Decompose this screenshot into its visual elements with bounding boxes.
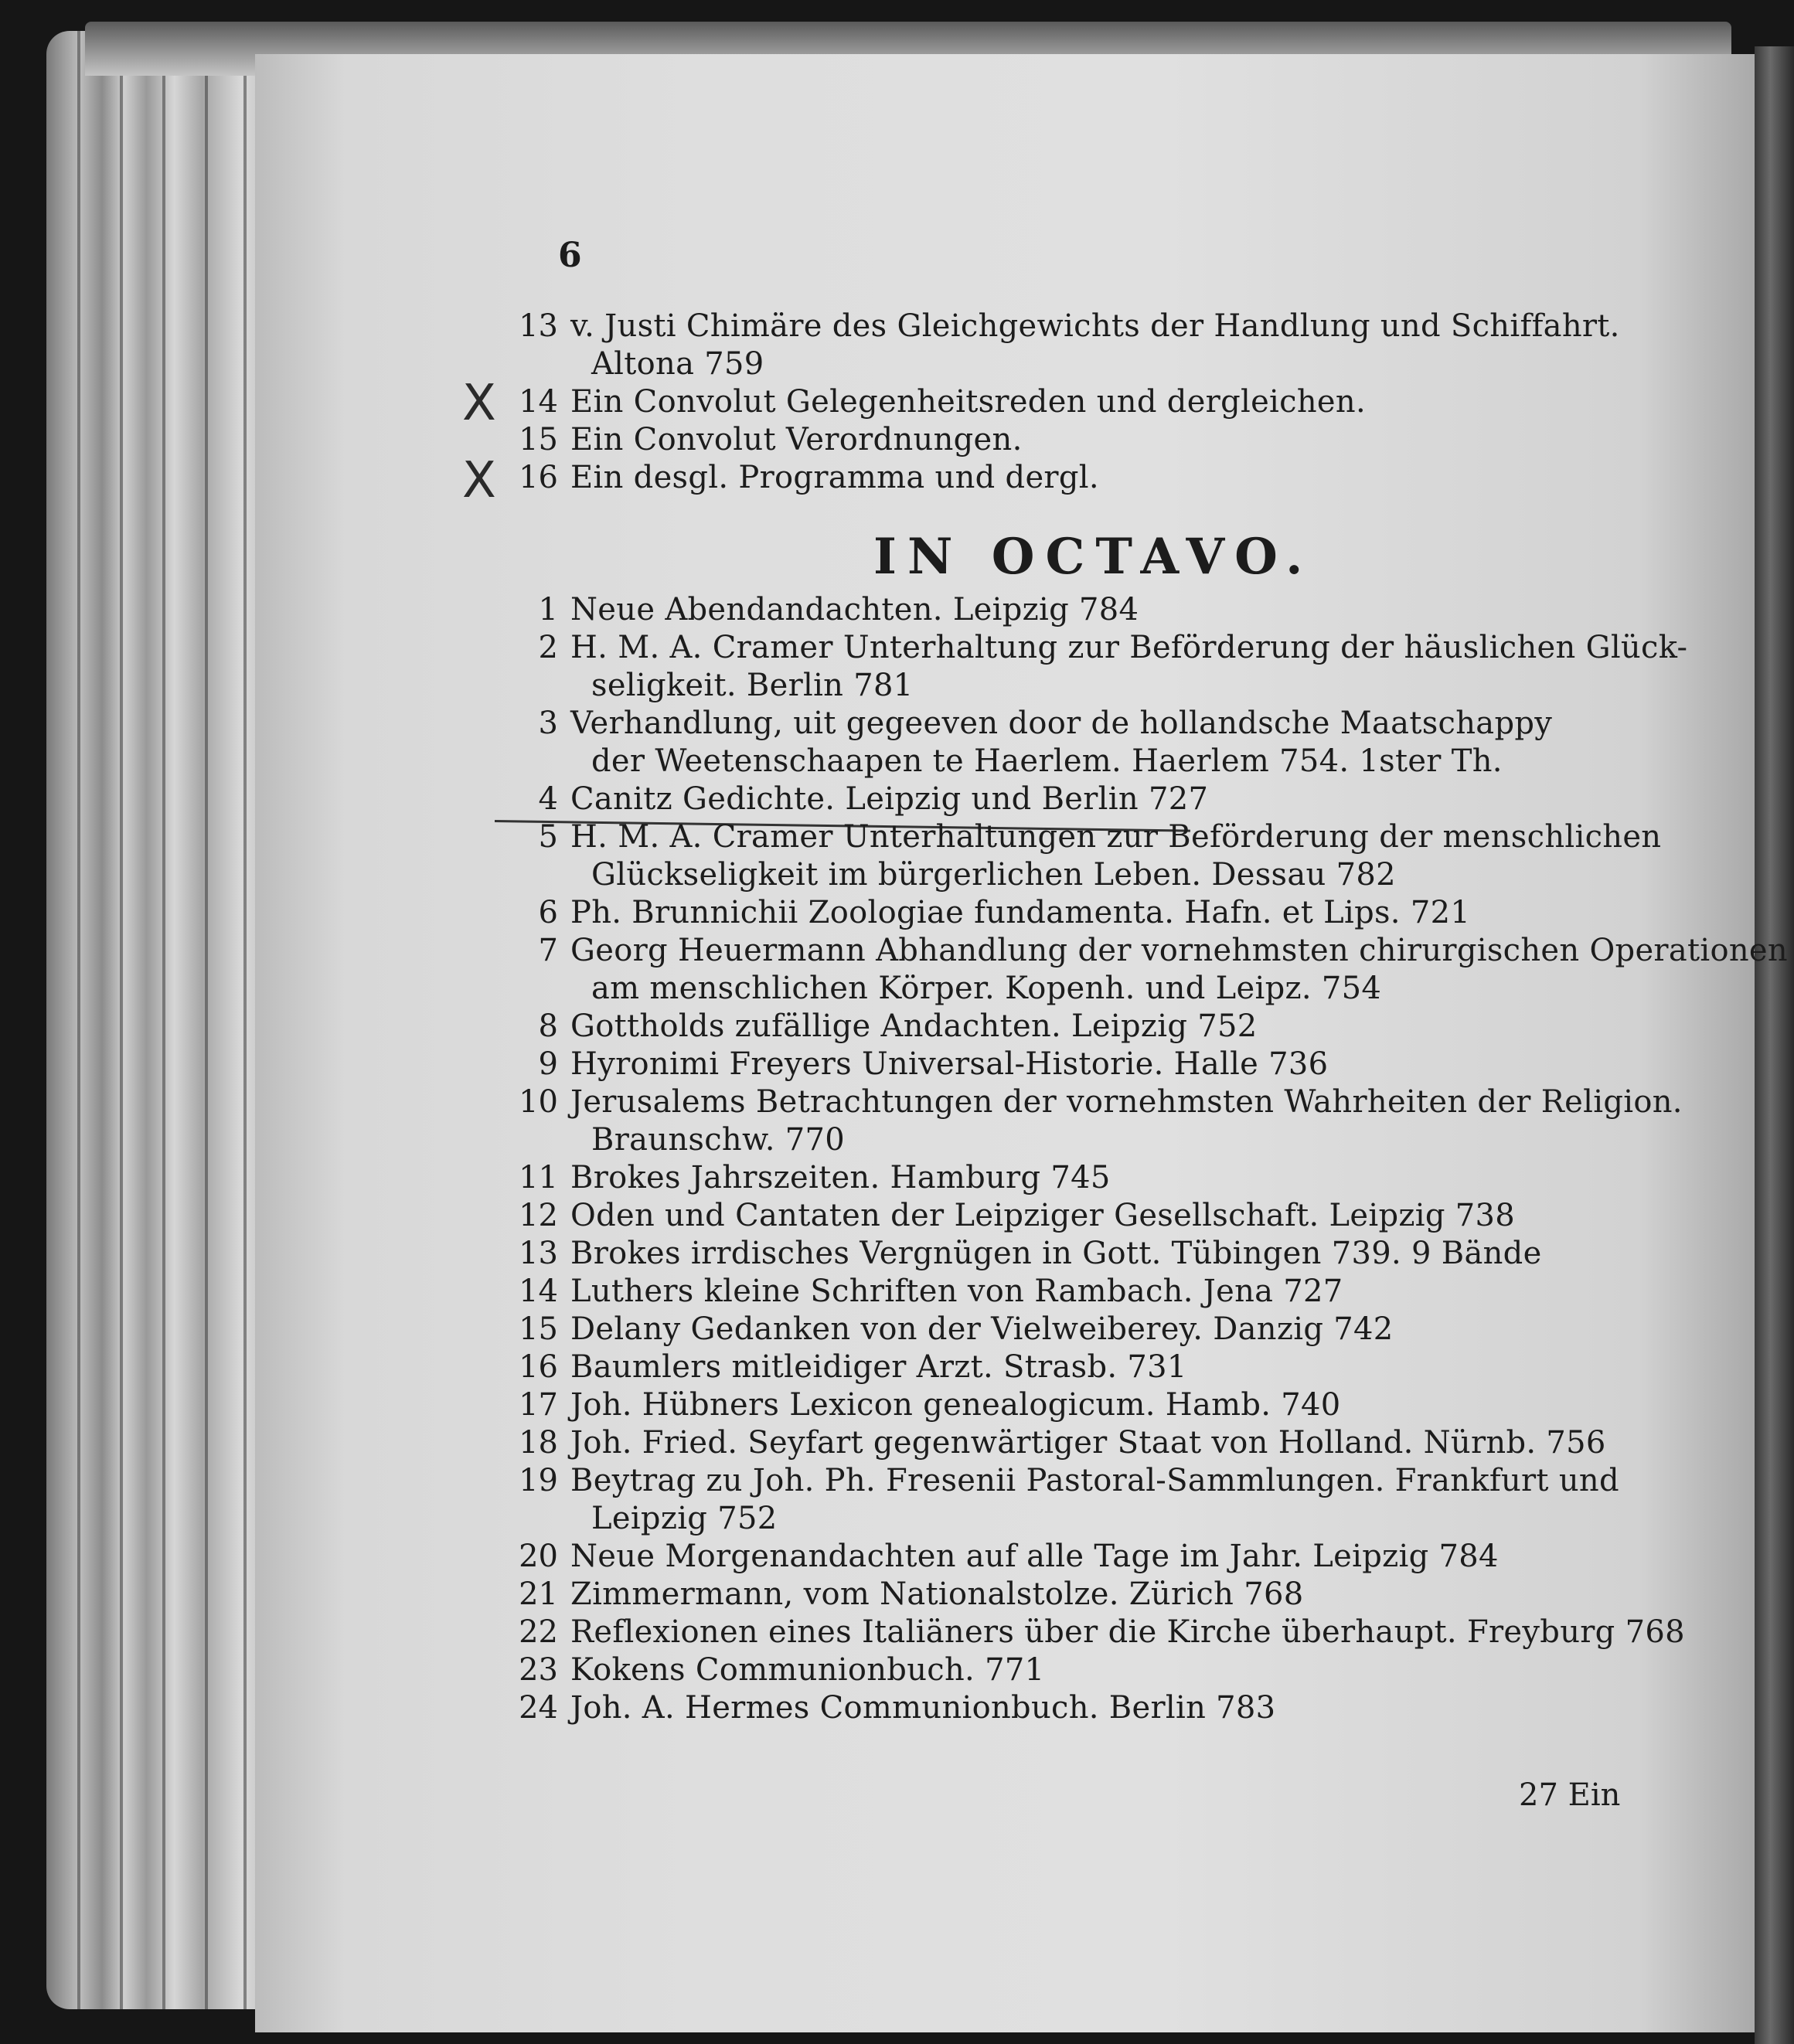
entry-number: 8: [538, 1008, 558, 1044]
entry-number: 2: [538, 630, 558, 665]
entry-number: 10: [519, 1084, 558, 1120]
catchword: 27 Ein: [1519, 1777, 1621, 1813]
entry-text: Delany Gedanken von der Vielweiberey. Danzig 742: [570, 1311, 1394, 1347]
entry-text: Ph. Brunnichii Zoologiae fundamenta. Hafn. et Lips. 721: [570, 895, 1471, 930]
entry-text: Gottholds zufällige Andachten. Leipzig 752: [570, 1008, 1258, 1044]
page-number: 6: [558, 236, 582, 275]
entry-number: 24: [519, 1690, 558, 1726]
entry-text: Joh. Hübners Lexicon genealogicum. Hamb. 740: [570, 1387, 1341, 1423]
entry-continuation: Braunschw. 770: [591, 1122, 846, 1158]
entry-number: 22: [519, 1614, 558, 1650]
entry-text: Neue Morgenandachten auf alle Tage im Jahr. Leipzig 784: [570, 1539, 1499, 1574]
entry-continuation: seligkeit. Berlin 781: [591, 668, 914, 703]
entry-text: Ein desgl. Programma und dergl.: [570, 460, 1099, 495]
entry-text: H. M. A. Cramer Unterhaltungen zur Beförderung der menschlichen: [570, 819, 1662, 855]
entry-number: 4: [538, 781, 558, 817]
entry-continuation: Altona 759: [591, 346, 764, 382]
entry-continuation: Leipzig 752: [591, 1501, 778, 1536]
entry-number: 20: [519, 1539, 558, 1574]
entry-text: Ein Convolut Gelegenheitsreden und dergleichen.: [570, 384, 1366, 420]
entry-text: Baumlers mitleidiger Arzt. Strasb. 731: [570, 1349, 1187, 1385]
entry-number: 13: [519, 1236, 558, 1271]
entry-number: 13: [519, 308, 558, 344]
entry-continuation: am menschlichen Körper. Kopenh. und Leipz. 754: [591, 971, 1382, 1006]
entry-text: Georg Heuermann Abhandlung der vornehmsten chirurgischen Operationen: [570, 933, 1788, 968]
handwritten-x-mark: X: [462, 452, 496, 509]
entry-text: v. Justi Chimäre des Gleichgewichts der Handlung und Schiffahrt.: [570, 308, 1620, 344]
entry-number: 5: [538, 819, 558, 855]
entry-number: 16: [519, 1349, 558, 1385]
entry-number: 6: [538, 895, 558, 930]
entry-text: Jerusalems Betrachtungen der vornehmsten Wahrheiten der Religion.: [570, 1084, 1683, 1120]
entry-continuation: Glückseligkeit im bürgerlichen Leben. Dessau 782: [591, 857, 1396, 893]
entry-text: Verhandlung, uit gegeeven door de hollandsche Maatschappy: [570, 706, 1553, 741]
entry-text: Joh. Fried. Seyfart gegenwärtiger Staat von Holland. Nürnb. 756: [570, 1425, 1606, 1461]
entry-number: 21: [519, 1576, 558, 1612]
entry-number: 23: [519, 1652, 558, 1688]
entry-number: 15: [519, 422, 558, 457]
entry-text: Zimmermann, vom Nationalstolze. Zürich 768: [570, 1576, 1304, 1612]
entry-text: Luthers kleine Schriften von Rambach. Jena 727: [570, 1274, 1343, 1309]
section-heading: IN OCTAVO.: [873, 528, 1314, 586]
entry-number: 7: [538, 933, 558, 968]
entry-number: 18: [519, 1425, 558, 1461]
handwritten-x-mark: X: [462, 375, 496, 432]
entry-number: 14: [519, 384, 558, 420]
entry-number: 12: [519, 1198, 558, 1233]
entry-text: H. M. A. Cramer Unterhaltung zur Beförderung der häuslichen Glück-: [570, 630, 1688, 665]
entry-number: 14: [519, 1274, 558, 1309]
entry-number: 15: [519, 1311, 558, 1347]
entry-number: 19: [519, 1463, 558, 1498]
entry-text: Canitz Gedichte. Leipzig und Berlin 727: [570, 781, 1209, 817]
entry-number: 16: [519, 460, 558, 495]
entry-number: 17: [519, 1387, 558, 1423]
entry-text: Brokes irrdisches Vergnügen in Gott. Tübingen 739. 9 Bände: [570, 1236, 1542, 1271]
entry-continuation: der Weetenschaapen te Haerlem. Haerlem 754. 1ster Th.: [591, 743, 1503, 779]
entry-number: 3: [538, 706, 558, 741]
entry-number: 11: [519, 1160, 558, 1195]
entry-text: Joh. A. Hermes Communionbuch. Berlin 783: [570, 1690, 1276, 1726]
entry-text: Reflexionen eines Italiäners über die Kirche überhaupt. Freyburg 768: [570, 1614, 1685, 1650]
entry-text: Kokens Communionbuch. 771: [570, 1652, 1045, 1688]
entry-text: Brokes Jahrszeiten. Hamburg 745: [570, 1160, 1111, 1195]
entry-text: Hyronimi Freyers Universal-Historie. Halle 736: [570, 1046, 1329, 1082]
entry-text: Neue Abendandachten. Leipzig 784: [570, 592, 1139, 627]
entry-text: Oden und Cantaten der Leipziger Gesellschaft. Leipzig 738: [570, 1198, 1516, 1233]
entry-number: 9: [538, 1046, 558, 1082]
entry-number: 1: [538, 592, 558, 627]
entry-text: Ein Convolut Verordnungen.: [570, 422, 1023, 457]
entry-text: Beytrag zu Joh. Ph. Fresenii Pastoral-Sammlungen. Frankfurt und: [570, 1463, 1619, 1498]
